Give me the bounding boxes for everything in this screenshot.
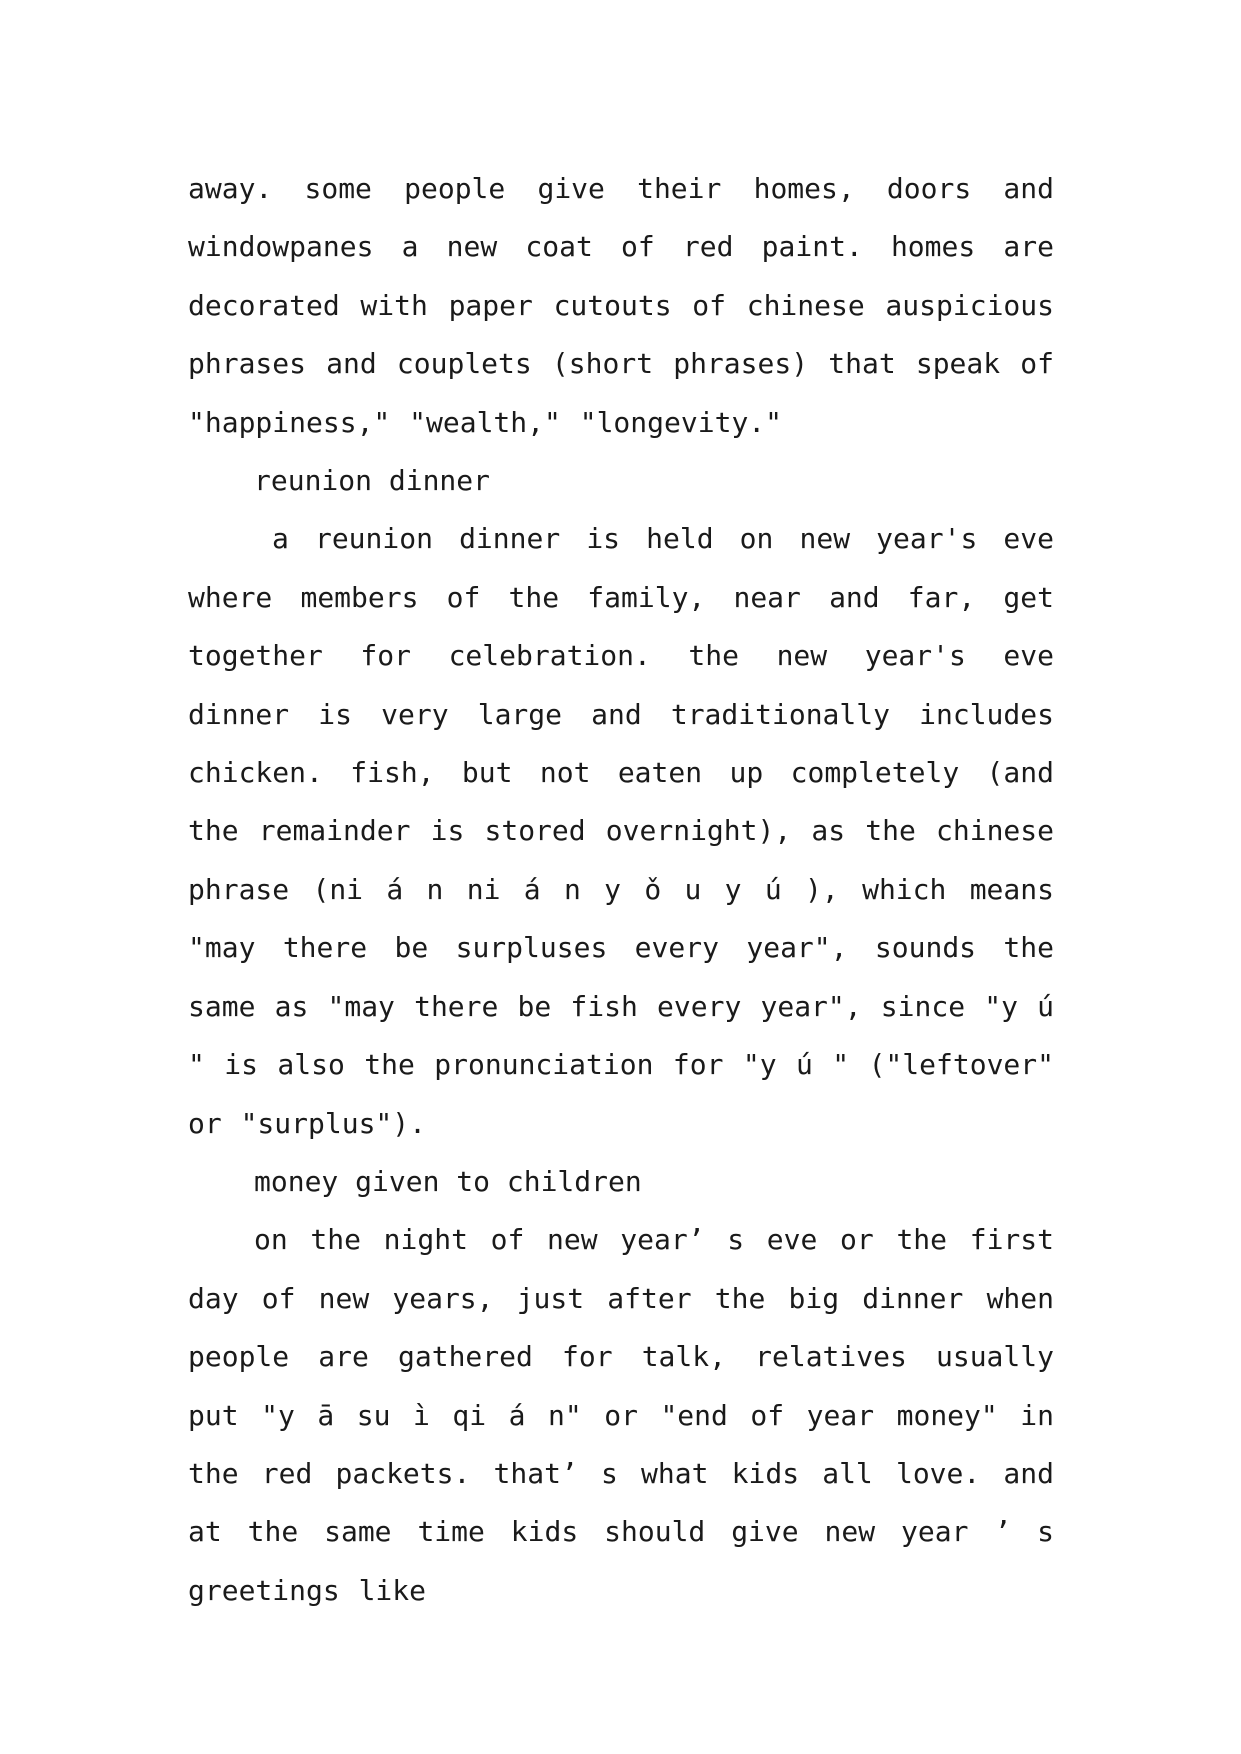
paragraph-reunion-dinner: a reunion dinner is held on new year's eve where members of the family, near and far, get together for celebration. the new year's eve dinner is very large and traditionally includes chicken. fish, but not eaten up completely (and the remainder is stored overnight), as the chinese phrase (ni á n ni á n y ǒ u y ú ), which means "may there be surpluses every year", sounds the same as "may there be fish every year", since "y ú " is also the pronunciation for "y ú " ("leftover" or "surplus").: [188, 522, 1054, 1140]
paragraph-decorations: away. some people give their homes, doors and windowpanes a new coat of red paint. homes are decorated with paper cutouts of chinese auspicious phrases and couplets (short phrases) that speak of "happiness," "wealth," "longevity.": [188, 172, 1054, 439]
section-heading-reunion-dinner: reunion dinner: [254, 464, 491, 498]
paragraph-money-given: on the night of new year’ s eve or the first day of new years, just after the big dinner when people are gathered for talk, relatives usually put "y ā su ì qi á n" or "end of year money" in the red packets. that’ s what kids all love. and at the same time kids should give new year ’ s greetings like: [188, 1223, 1054, 1607]
section-heading-money-given: money given to children: [254, 1164, 642, 1198]
body-text: [188, 160, 1054, 1620]
